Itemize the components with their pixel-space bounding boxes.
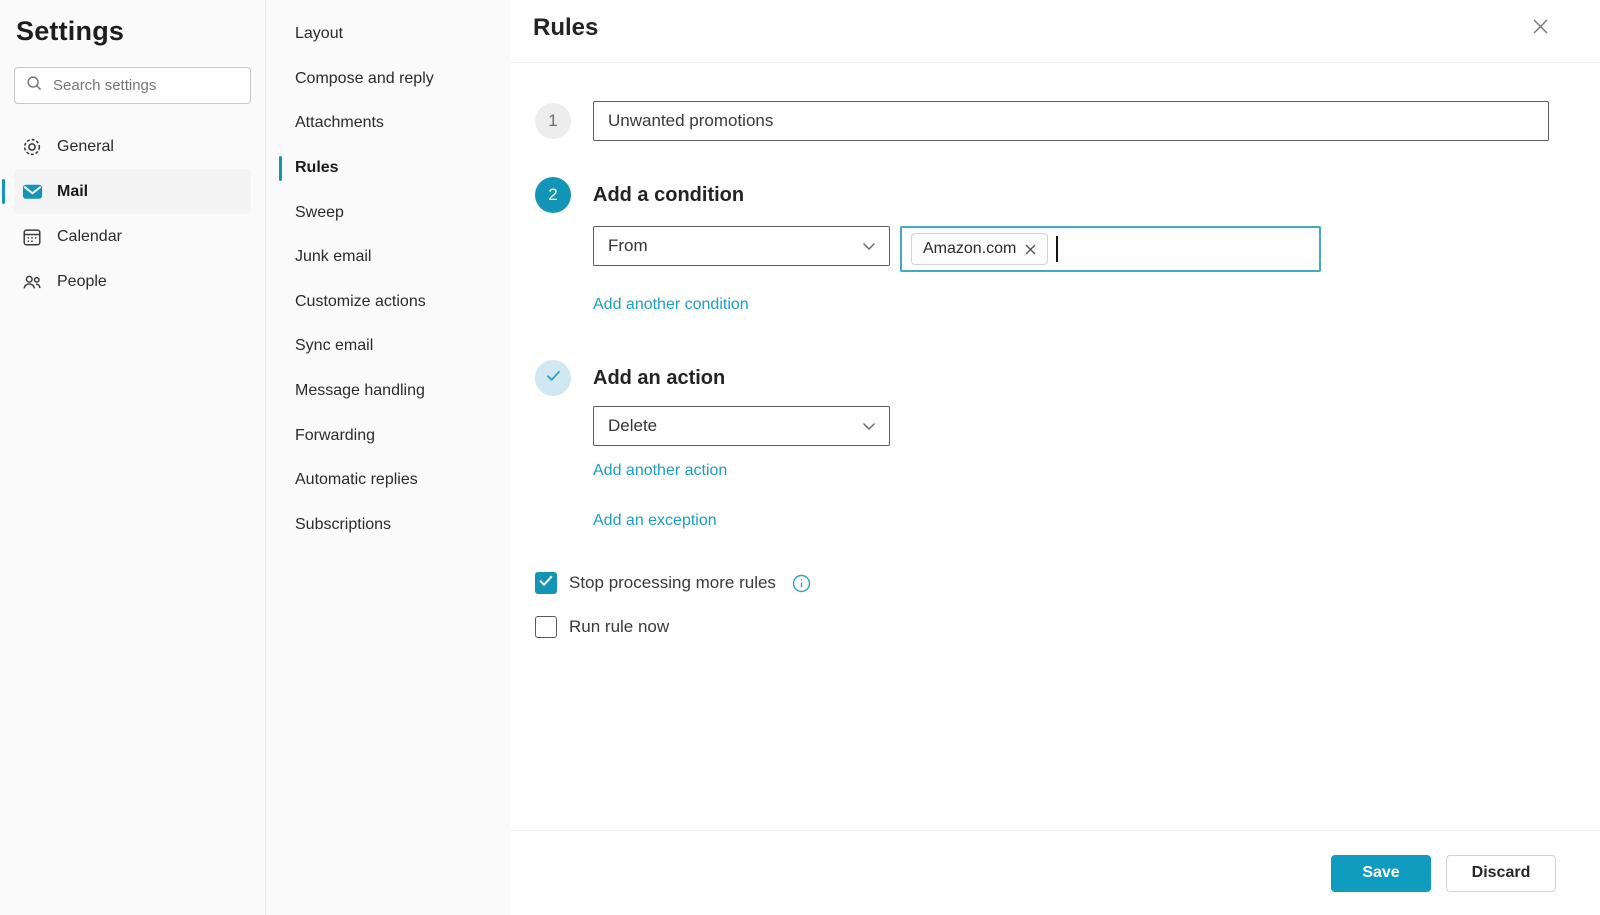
search-settings-box[interactable] (14, 67, 251, 104)
subnav-item-automatic-replies[interactable] (266, 458, 511, 503)
rules-panel (511, 0, 1600, 915)
subnav-item-label: Automatic replies (295, 471, 418, 489)
subnav-item-label: Message handling (295, 382, 425, 400)
sidebar-item-calendar[interactable] (14, 214, 251, 259)
subnav-item-subscriptions[interactable] (266, 503, 511, 548)
subnav-item-label: Junk email (295, 248, 372, 266)
people-icon (20, 270, 44, 294)
subnav-item-layout[interactable] (266, 12, 511, 57)
subnav-item-attachments[interactable] (266, 101, 511, 146)
settings-title: Settings (16, 16, 125, 46)
subnav-item-label: Sweep (295, 203, 344, 221)
settings-sidebar (0, 0, 266, 915)
mail-settings-nav (266, 0, 511, 915)
sidebar-nav (14, 124, 251, 304)
sidebar-item-label: Calendar (57, 227, 122, 245)
subnav-item-message-handling[interactable] (266, 369, 511, 414)
subnav-item-forwarding[interactable] (266, 413, 511, 458)
sidebar-item-label: General (57, 137, 114, 155)
save-button[interactable]: Save (1331, 855, 1431, 892)
subnav-item-junk-email[interactable] (266, 235, 511, 280)
panel-header (511, 0, 1600, 62)
action-heading: Add an action (593, 366, 726, 389)
action-select-value: Delete (608, 416, 658, 435)
condition-section-header (535, 177, 1549, 213)
search-input[interactable] (51, 76, 240, 95)
add-an-exception-link[interactable]: Add an exception (593, 512, 717, 529)
checkbox-label: Stop processing more rules (569, 573, 776, 592)
close-button[interactable] (1527, 13, 1554, 43)
subnav-item-compose-and-reply[interactable] (266, 57, 511, 102)
subnav-item-label: Rules (295, 159, 339, 177)
add-another-condition-link[interactable]: Add another condition (593, 296, 749, 313)
calendar-icon (20, 225, 44, 249)
step-1-badge: 1 (535, 103, 571, 139)
subnav-item-label: Sync email (295, 337, 374, 355)
stop-processing-checkbox[interactable] (535, 572, 557, 594)
chevron-down-icon (862, 416, 876, 436)
checkmark-icon (539, 574, 553, 592)
info-icon[interactable] (792, 574, 811, 593)
run-rule-now-checkbox[interactable] (535, 616, 557, 638)
dismiss-icon[interactable] (1025, 244, 1036, 255)
action-select[interactable] (593, 406, 890, 446)
rule-editor (511, 63, 1600, 830)
sidebar-item-label: People (57, 272, 107, 290)
add-another-action-link[interactable]: Add another action (593, 462, 728, 479)
text-cursor (1056, 236, 1058, 262)
condition-row (593, 226, 1549, 272)
subnav-item-label: Layout (295, 25, 344, 43)
chevron-down-icon (862, 236, 876, 256)
sidebar-item-mail[interactable] (14, 169, 251, 214)
step-2-badge: 2 (535, 177, 571, 213)
panel-footer (511, 831, 1600, 915)
discard-button[interactable]: Discard (1446, 855, 1556, 892)
subnav-item-rules[interactable] (266, 146, 511, 191)
subnav-item-sweep[interactable] (266, 190, 511, 235)
subnav-item-label: Subscriptions (295, 515, 392, 533)
page-title: Rules (533, 14, 599, 41)
search-icon (25, 74, 43, 97)
condition-chip (911, 233, 1048, 265)
run-rule-now-option (535, 616, 1549, 638)
action-section-header (535, 360, 1549, 396)
gear-icon (20, 135, 44, 159)
subnav-item-sync-email[interactable] (266, 324, 511, 369)
subnav-item-label: Compose and reply (295, 69, 434, 87)
condition-chip-label: Amazon.com (923, 240, 1017, 257)
checkbox-label: Run rule now (569, 617, 670, 636)
rule-name-section (535, 101, 1549, 141)
mail-icon (20, 180, 44, 204)
step-3-badge (535, 360, 571, 396)
subnav-item-label: Customize actions (295, 292, 426, 310)
subnav-item-label: Attachments (295, 114, 384, 132)
condition-value-input[interactable] (900, 226, 1321, 272)
stop-processing-option (535, 572, 1549, 594)
condition-select[interactable] (593, 226, 890, 266)
close-icon (1531, 17, 1550, 39)
condition-section-body (593, 226, 1549, 314)
action-section-body (593, 406, 1549, 530)
condition-select-value: From (608, 236, 648, 255)
condition-heading: Add a condition (593, 183, 745, 206)
sidebar-item-label: Mail (57, 182, 89, 200)
check-icon (546, 368, 561, 388)
rule-name-input[interactable] (593, 101, 1549, 141)
sidebar-item-general[interactable] (14, 124, 251, 169)
sidebar-item-people[interactable] (14, 259, 251, 304)
subnav-item-label: Forwarding (295, 426, 376, 444)
subnav-item-customize-actions[interactable] (266, 280, 511, 325)
